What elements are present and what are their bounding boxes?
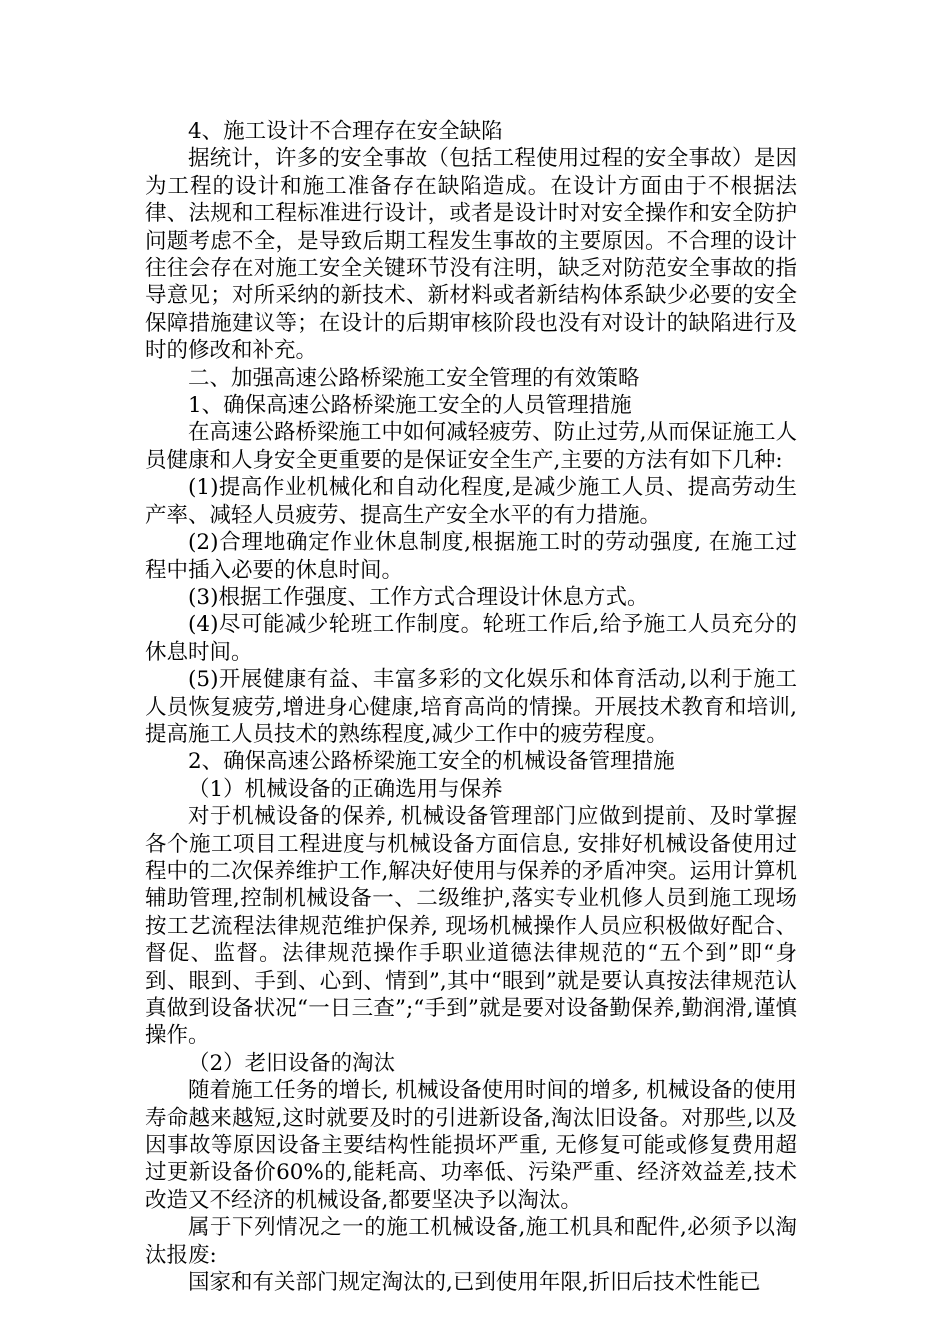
sub-heading-selection-maintenance: （1）机械设备的正确选用与保养 [188,776,503,802]
paragraph-maintenance: 对于机械设备的保养, 机械设备管理部门应做到提前、及时掌握各个施工项目工程进度与机械设备方面信息, 安排好机械设备使用过程中的二次保养维护工作,解决好使用与保养的矛盾冲突。运用计算机辅助管理,控制机械设备一、二级维护,落实专业机修人员到施工现场按工艺流程法律规范维护保养, 现场机械操作人员应积极做好配合、督促、监督。法律规范操作手职业道德法律规范的“五个到”即“身到、眼到、手到、心到、情到”,其中“眼到”就是要认真按法律规范认真做到设备状况“一日三查”;“手到”就是要对设备勤保养,勤润滑,谨慎操作。 [145,804,797,1049]
paragraph-scrap-conditions: 属于下列情况之一的施工机械设备,施工机具和配件,必须予以淘汰报废: [145,1215,797,1268]
paragraph-old-equipment: 随着施工任务的增长, 机械设备使用时间的增多, 机械设备的使用寿命越来越短,这时就要及时的引进新设备,淘汰旧设备。对那些,以及因事故等原因设备主要结构性能损坏严重, 无修复可能或修复费用超过更新设备价60%的,能耗高、功率低、污染严重、经济效益差,技术改造又不经济的机械设备,都要坚决予以淘汰。 [145,1078,797,1213]
paragraph-personnel-intro: 在高速公路桥梁施工中如何减轻疲劳、防止过劳,从而保证施工人员健康和人身安全更重要的是保证安全生产,主要的方法有如下几种: [145,420,797,473]
subsection-heading-equipment: 2、确保高速公路桥梁施工安全的机械设备管理措施 [188,749,675,775]
section-heading-strategies: 二、加强高速公路桥梁施工安全管理的有效策略 [188,365,640,391]
list-item-3: (3)根据工作强度、工作方式合理设计休息方式。 [188,584,649,610]
section-heading-design-defects: 4、施工设计不合理存在安全缺陷 [188,119,503,144]
list-item-2: (2)合理地确定作业休息制度,根据施工时的劳动强度, 在施工过程中插入必要的休息时间。 [145,530,797,583]
sub-heading-old-equipment: （2）老旧设备的淘汰 [188,1050,396,1076]
subsection-heading-personnel: 1、确保高速公路桥梁施工安全的人员管理措施 [188,393,632,419]
list-item-5: (5)开展健康有益、丰富多彩的文化娱乐和体育活动,以利于施工人员恢复疲劳,增进身心健康,培育高尚的情操。开展技术教育和培训, 提高施工人员技术的熟练程度,减少工作中的疲劳程度。 [145,667,797,747]
list-item-4: (4)尽可能减少轮班工作制度。轮班工作后,给予施工人员充分的休息时间。 [145,612,797,665]
paragraph-national-rules: 国家和有关部门规定淘汰的,已到使用年限,折旧后技术性能已 [188,1270,761,1296]
document-body [145,118,797,1296]
paragraph-design-defects: 据统计，许多的安全事故（包括工程使用过程的安全事故）是因为工程的设计和施工准备存在缺陷造成。在设计方面由于不根据法律、法规和工程标准进行设计，或者是设计时对安全操作和安全防护问题考虑不全，是导致后期工程发生事故的主要原因。不合理的设计往往会存在对施工安全关键环节没有注明，缺乏对防范安全事故的指导意见；对所采纳的新技术、新材料或者新结构体系缺少必要的安全保障措施建议等；在设计的后期审核阶段也没有对设计的缺陷进行及时的修改和补充。 [145,146,797,364]
list-item-1: (1)提高作业机械化和自动化程度,是减少施工人员、提高劳动生产率、减轻人员疲劳、提高生产安全水平的有力措施。 [145,475,797,528]
